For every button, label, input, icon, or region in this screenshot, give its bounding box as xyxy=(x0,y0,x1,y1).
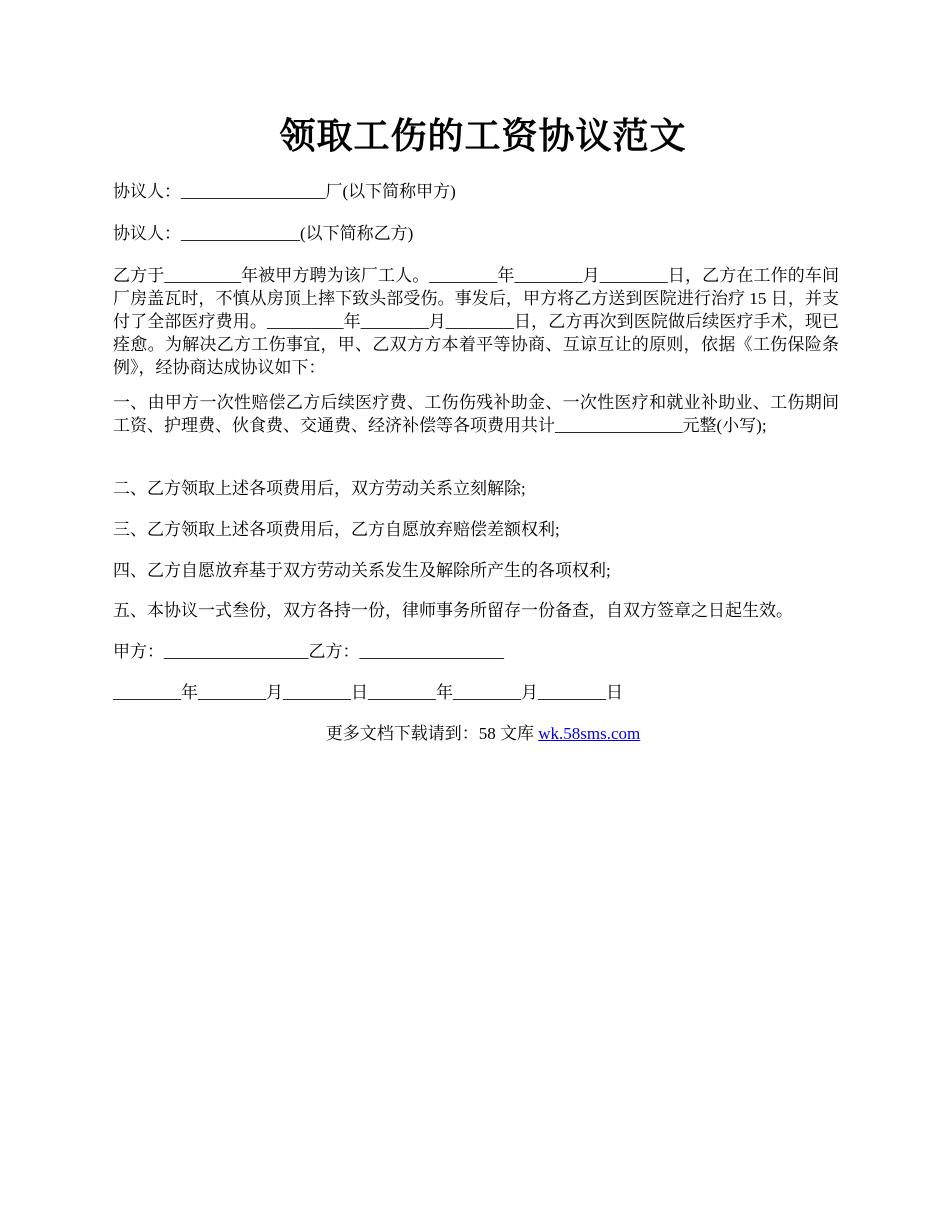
clause-5: 五、本协议一式叁份，双方各持一份，律师事务所留存一份备查，自双方签章之日起生效。 xyxy=(113,601,793,620)
signature-line: 甲方：_________________乙方：_________________ xyxy=(113,642,504,661)
party-b-line: 协议人：______________(以下简称乙方) xyxy=(113,224,414,243)
clause-4: 四、乙方自愿放弃基于双方劳动关系发生及解除所产生的各项权利; xyxy=(113,561,611,580)
party-a-line: 协议人：_________________厂(以下简称甲方) xyxy=(113,182,456,201)
clause-1: 一、由甲方一次性赔偿乙方后续医疗费、工伤伤残补助金、一次性医疗和就业补助业、工伤期间工资、护理费、伙食费、交通费、经济补偿等各项费用共计_______________元整(小写); xyxy=(113,393,839,435)
clause-2: 二、乙方领取上述各项费用后，双方劳动关系立刻解除; xyxy=(113,479,526,498)
date-line: ________年________月________日________年________月________日 xyxy=(113,683,623,702)
clause-3: 三、乙方领取上述各项费用后，乙方自愿放弃赔偿差额权利; xyxy=(113,520,560,539)
footer-link[interactable]: wk.58sms.com xyxy=(538,724,641,743)
document-title: 领取工伤的工资协议范文 xyxy=(279,116,687,156)
background-paragraph: 乙方于_________年被甲方聘为该厂工人。________年________月________日，乙方在工作的车间厂房盖瓦时，不慎从房顶上摔下致头部受伤。事发后，甲方将乙方送到医院进行治疗 15 日，并支付了全部医疗费用。_________年________月________日，乙方再次到医院做后续医疗手术，现已痊愈。为解决乙方工伤事宜，甲、乙双方方本着平等协商、互谅互让的原则，依据《工伤保险条例》，经协商达成协议如下： xyxy=(113,266,839,377)
footer-prefix: 更多文档下载请到：58 文库 xyxy=(325,724,539,743)
download-footer xyxy=(113,722,853,745)
